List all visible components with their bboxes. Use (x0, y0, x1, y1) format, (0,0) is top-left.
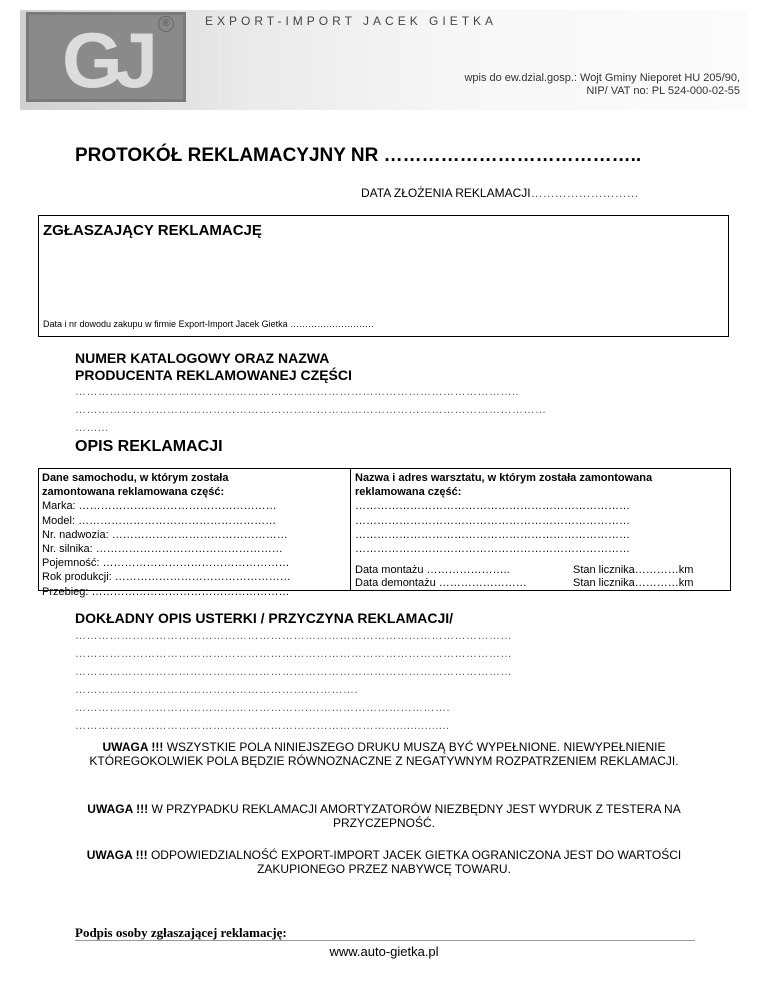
defect-heading: DOKŁADNY OPIS USTERKI / PRZYCZYNA REKLAMACJI/ (75, 610, 454, 626)
vehicle-field-model[interactable]: Model: ……………………………………………… (42, 514, 277, 527)
tax-id-line: NIP/ VAT no: PL 524-000-02-55 (586, 85, 740, 97)
workshop-field-line[interactable]: ………………………………………………………………… (355, 528, 630, 541)
catalog-field-line[interactable]: …………………………………………………………………………………………………….. (75, 386, 520, 398)
defect-field-line[interactable]: ……………………………………………………………………….................. (75, 720, 450, 732)
workshop-field-line[interactable]: ………………………………………………………………… (355, 543, 630, 556)
workshop-column (355, 471, 727, 556)
vehicle-field-capacity[interactable]: Pojemność: …………………………………………… (42, 557, 290, 570)
workshop-field-line[interactable]: ………………………………………………………………… (355, 500, 630, 513)
notice-text: WSZYSTKIE POLA NINIEJSZEGO DRUKU MUSZĄ BYĆ WYPEŁNIONE. NIEWYPEŁNIENIE KTÓREGOKOLWIEK POLA BĘDZIE RÓWNOZNACZNE Z NEGATYWNYM ROZPATRZENIEM REKLAMACJI. (89, 740, 679, 768)
defect-field-line[interactable]: …………………………………………………….…………. (75, 684, 359, 696)
notice-shock-absorbers (60, 802, 708, 830)
notice-label: UWAGA !!! (102, 740, 164, 754)
notice-text: W PRZYPADKU REKLAMACJI AMORTYZATORÓW NIEZBĘDNY JEST WYDRUK Z TESTERA NA PRZYCZEPNOŚĆ. (148, 802, 681, 830)
workshop-title: Nazwa i adres warsztatu, w którym została zamontowana (355, 472, 653, 484)
workshop-title: reklamowana część: (355, 486, 462, 499)
install-date-field[interactable]: Data montażu ………………….. (355, 564, 510, 576)
document-title: PROTOKÓŁ REKLAMACYJNY NR ………………………………….. (75, 145, 642, 166)
vehicle-workshop-table (38, 468, 731, 598)
odometer-removal-field[interactable]: Stan licznika…………km (573, 577, 694, 589)
vehicle-data-title: Dane samochodu, w którym została (42, 472, 229, 484)
registration-line: wpis do ew.dzial.gosp.: Wojt Gminy Nieporet HU 205/90, (464, 72, 740, 84)
table-divider (350, 469, 351, 590)
notice-required-fields (60, 740, 708, 768)
notice-label: UWAGA !!! (87, 802, 149, 816)
vehicle-field-body-number[interactable]: Nr. nadwozia: ………………………………………… (42, 528, 288, 541)
workshop-field-line[interactable]: ………………………………………………………………… (355, 514, 630, 527)
catalog-field-line[interactable]: …………………………………………………………………………………………………………… (75, 404, 547, 416)
catalog-field-line[interactable]: ……... (75, 422, 109, 434)
defect-field-line[interactable]: …………………………………………………………………………………………………… (75, 630, 512, 642)
vehicle-field-make[interactable]: Marka: ……………………………………………… (42, 500, 277, 513)
complaint-date-label: DATA ZŁOŻENIA REKLAMACJI (361, 186, 531, 200)
website-link[interactable]: www.auto-gietka.pl (329, 944, 439, 959)
defect-field-line[interactable]: …………………………………………………………………………………………………… (75, 666, 512, 678)
purchase-proof-field[interactable]: Data i nr dowodu zakupu w firmie Export-Import Jacek Gietka ………………………. (43, 319, 374, 329)
description-heading: OPIS REKLAMACJI (75, 438, 223, 455)
vehicle-field-engine-number[interactable]: Nr. silnika: …………………………………………… (42, 543, 283, 556)
notice-label: UWAGA !!! (86, 848, 148, 862)
vehicle-field-year[interactable]: Rok produkcji: ………………………………………… (42, 571, 291, 584)
catalog-heading-line1: NUMER KATALOGOWY ORAZ NAZWA (75, 350, 330, 366)
catalog-heading-line2: PRODUCENTA REKLAMOWANEJ CZĘŚCI (75, 367, 352, 383)
registered-mark: ® (158, 16, 174, 32)
registration-info (464, 72, 740, 98)
notice-text: ODPOWIEDZIALNOŚĆ EXPORT-IMPORT JACEK GIETKA OGRANICZONA JEST DO WARTOŚCI ZAKUPIONEGO PRZEZ NABYWCĘ TOWARU. (147, 848, 682, 876)
complaint-date (361, 186, 639, 200)
complainant-heading: ZGŁASZAJĄCY REKLAMACJĘ (43, 222, 262, 239)
vehicle-field-mileage[interactable]: Przebieg: ……………………………………………… (42, 585, 290, 598)
removal-date-field[interactable]: Data demontażu …………………… (355, 577, 527, 589)
defect-field-line[interactable]: …………………………………………………………………………………………………… (75, 648, 512, 660)
notice-liability (60, 848, 708, 876)
complaint-date-field[interactable]: ……………………… (530, 186, 639, 200)
signature-line[interactable] (75, 940, 695, 941)
complainant-box[interactable] (38, 215, 729, 337)
logo-letters: GJ (62, 16, 151, 104)
company-name: EXPORT-IMPORT JACEK GIETKA (205, 14, 498, 28)
vehicle-data-title: zamontowana reklamowana część: (42, 486, 225, 499)
defect-field-line[interactable]: …………………………………………………….………………………………. (75, 702, 451, 714)
odometer-install-field[interactable]: Stan licznika…………km (573, 564, 694, 576)
vehicle-data-column (42, 471, 342, 599)
signature-label: Podpis osoby zgłaszającej reklamację: (75, 925, 287, 940)
